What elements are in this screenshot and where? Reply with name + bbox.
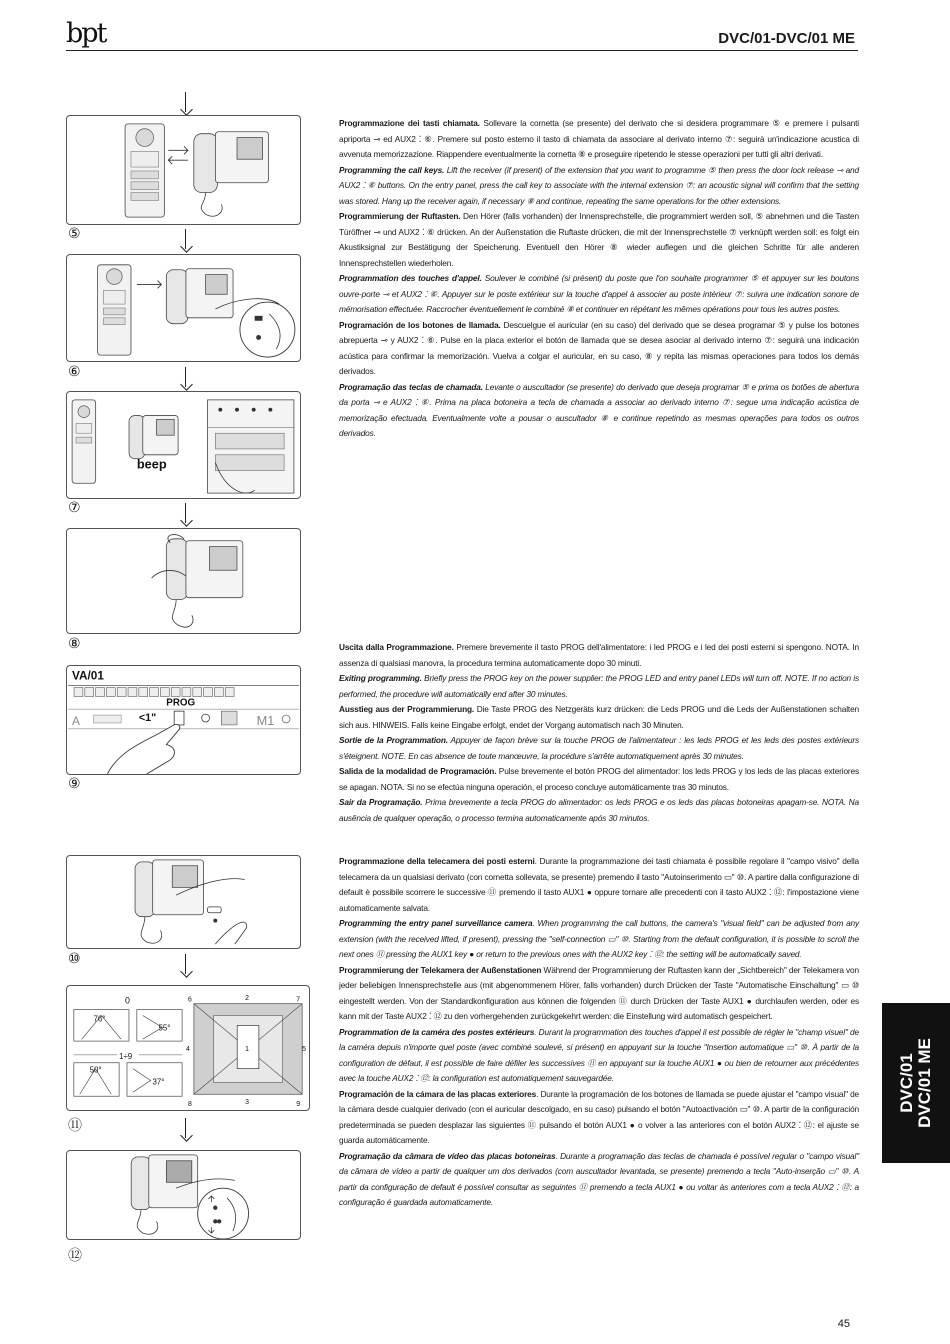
paragraph-en: Exiting programming. Briefly press the PROG key on the power supplier: the PROG LED and entry panel LEDs will turn off. NOTE. If no action is performed, the procedure will automatically end after 30 minutes. (339, 673, 859, 699)
section-call-key-programming (339, 116, 859, 442)
grid-label-4: 4 (186, 1045, 190, 1053)
paragraph-it: Programmazione della telecamera dei posti esterni. Durante la programmazione dei tasti chiamata è possibile regolare il "campo visivo" della telecamera da un qualsiasi derivato (con cornetta sollevata, se presente) premendo il tasto "Autoinserimento ▭" ⑩. A partire dalla configurazione di default è possibile scorrere le successive ⑪ premendo il tasto AUX1 ● oppure tornare alle precedenti con il tasto AUX2 ⁚ ⑫: l'impostazione viene automaticamente salvata. (339, 856, 859, 913)
prog-label: PROG (166, 697, 196, 709)
model-code: DVC/01-DVC/01 ME (718, 30, 855, 47)
paragraph-pt: Sair da Programação. Prima brevemente a tecla PROG do alimentador: os leds PROG e os leds das placas botoneiras apagam-se. NOTA. Na ausência de qualquer operação, o processo termina automaticamente após 30 minutos. (339, 797, 859, 823)
paragraph-fr: Sortie de la Programmation. Appuyer de façon brève sur la touche PROG de l'alimentateur : les leds PROG et les leds des postes extérieurs s'éteignent. NOTE. En cas absence de toute manœuvre, la procédure s'arrête automatiquement après 30 minutes. (339, 735, 859, 761)
grid-label-5: 5 (302, 1045, 306, 1053)
down-arrow-icon (180, 367, 192, 389)
step-number-6: ⑥ (68, 364, 81, 380)
paragraph-pt: Programação da câmara de vídeo das placas botoneiras. Durante a programação das teclas de chamada é possível regular o "campo visual" da câmara de vídeo a partir de qualquer um dos derivados (com auscultador levantada, se presente) premendo a tecla "Auto-inserção ▭" ⑩. A partir da configuração de default é possível consultar as seguintes ⑪ premendo a tecla AUX1 ● ou voltar às anteriores com a tecla AUX2 ⁚ ⑫: a configuração é guardada automaticamente. (339, 1150, 859, 1207)
svg-text:A: A (72, 714, 80, 728)
paragraph-de: Ausstieg aus der Programmierung. Die Taste PROG des Netzgeräts kurz drücken: die Leds PROG und die Leds der Außenstationen schalten sich aus. HINWEIS. Falls keine Eingabe erfolgt, endet der Vorgang automatisch nach 30 Minuten. (339, 704, 859, 730)
paragraph-it: Uscita dalla Programmazione. Premere brevemente il tasto PROG dell'alimentatore: i led PROG e i led dei posti esterni si spengono. NOTA. In assenza di qualsiasi manovra, la procedura termina automaticamente dopo 30 minuti. (339, 642, 859, 668)
figure-step-11 (66, 985, 310, 1111)
figure-step-7 (66, 391, 301, 499)
paragraph-fr: Programmation de la caméra des postes extérieurs. Durant la programmation des touches d'appel il est possible de régler le "champ visuel" de la caméra depuis n'importe quel poste (avec combiné soulevé, si présent) en appuyant sur la touche "Insertion automatique ▭" ⑩. À partir de la configuration de défaut, il est possible de faire défiler les successives ⑪ en appuyant sur la touche AUX1 ● ou bien de retourner aux précédentes avec la touche AUX2 ⁚ ⑫: la configuration est automatiquement sauvegardée. (339, 1026, 859, 1083)
paragraph-en: Programming the entry panel surveillance camera. When programming the call buttons, the camera's "visual field" can be adjusted from any extension (with the received lifted, if present), pressing the "self-connection ▭" ⑩. Starting from the default configuration, it is possible to scroll the next ones ⑪ pressing the AUX1 key ● or return to the previous ones with the AUX2 key ⁚ ⑫: the setting will be automatically saved. (339, 918, 859, 959)
step-number-5: ⑤ (68, 226, 81, 242)
side-tab-line-2: DVC/01 ME (915, 1038, 934, 1128)
grid-label-8: 8 (188, 1101, 192, 1109)
side-tab (882, 1003, 950, 1163)
m1-label: M1 (256, 712, 275, 728)
figure-step-5 (66, 115, 301, 225)
section-exit-programming (339, 640, 859, 826)
paragraph-pt: Programação das teclas de chamada. Levante o auscultador (se presente) do derivado que deseja programar ⑤ e prima os botões de abertura da porta ⊸ e AUX2 ⁚ ⑥. Prima na placa botoneira a tecla de chamada a associar ao derivado interno ⑦: segue uma indicação acústica de memorização efectuada. Eventualmente volte a pousar o auscultador ⑧ e continue repetindo as mesmas operações para todos os outros derivados. (339, 381, 859, 438)
side-tab-line-1: DVC/01 (897, 1053, 916, 1113)
side-tab-text (898, 1038, 934, 1128)
self-connection-illustration (67, 856, 300, 948)
step-number-12: ⑫ (68, 1248, 82, 1264)
press-time-label: <1" (138, 711, 157, 724)
paragraph-es: Salida de la modalidad de Programación. Pulse brevemente el botón PROG del alimentador: los leds PROG y los leds de las placas exteriores se apagan. NOTA. Si no se efectúa ninguna operación, el proceso concluye automáticamente tras 30 minutos. (339, 766, 860, 792)
va01-label: VA/01 (72, 669, 104, 683)
aux-buttons-illustration (67, 1151, 300, 1239)
prog-button-illustration (67, 666, 300, 774)
hang-up-illustration (67, 529, 300, 633)
step-number-8: ⑧ (68, 636, 81, 652)
page-number: 45 (837, 1318, 850, 1330)
grid-label-9: 9 (296, 1101, 301, 1109)
paragraph-it: Programmazione dei tasti chiamata. Sollevare la cornetta (se presente) del derivato che si desidera programmare ⑤ e premere i pulsanti apriporta ⊸ ed AUX2 ⁚ ⑥. Premere sul posto esterno il tasto di chiamata da associare al derivato interno ⑦: seguirà un'indicazione acustica di avvenuta memorizzazione. Riappendere eventualmente la cornetta ⑧ e proseguire ripetendo le stesse operazioni per tutti gli altri derivati. (339, 118, 859, 159)
figure-step-10 (66, 855, 301, 949)
step-number-10: ⑩ (68, 951, 81, 967)
down-arrow-icon (180, 1118, 192, 1140)
brand-logo: bpt (66, 18, 106, 49)
figure-step-8 (66, 528, 301, 634)
figure-step-12 (66, 1150, 301, 1240)
angle-37-label: 37° (152, 1077, 165, 1087)
grid-label-6: 6 (188, 996, 192, 1004)
figure-step-6 (66, 254, 301, 362)
step-number-11: ⑪ (68, 1118, 82, 1134)
press-buttons-illustration (67, 255, 300, 361)
handset-lift-illustration (67, 116, 300, 224)
angle-55-label: 55° (158, 1023, 171, 1033)
grid-label-2: 2 (245, 994, 249, 1002)
header-rule (66, 50, 858, 51)
angle-top-label: 0 (125, 995, 130, 1006)
down-arrow-icon (180, 92, 192, 114)
angle-76-label: 76° (93, 1014, 106, 1024)
down-arrow-icon (180, 503, 192, 525)
camera-field-diagram (67, 986, 309, 1110)
grid-label-1: 1 (245, 1045, 249, 1053)
angle-range-label: 1÷9 (119, 1051, 133, 1061)
paragraph-de: Programmierung der Ruftasten. Den Hörer (falls vorhanden) der Innensprechstelle, die programmiert werden soll, ⑤ abnehmen und die Tasten Türöffner ⊸ und AUX2 ⁚ ⑥ drücken. An der Außenstation die Ruftaste drücken, die mit der Innensprechstelle ⑦ verknüpft werden soll: es folgt ein Akustiksignal zur Bestätigung der Speicherung. Eventuell den Hörer ⑧ wieder auflegen und die gleichen Schritte für alle anderen Innensprechstellen wiederholen. (339, 211, 859, 268)
down-arrow-icon (180, 954, 192, 976)
paragraph-de: Programmierung der Telekamera der Außenstationen Während der Programmierung der Ruftasten kann der „Sichtbereich" der Telekamera von jeder beliebigen Innensprechstelle aus (mit abgenommenem Hörer, falls vorhanden) durch Drücken der Taste "Automatische Einschaltung" ▭ ⑩ eingestellt werden. Von der Standardkonfiguration aus können die folgenden ⑪ durch Drücken der Taste AUX1 ● durchlaufen werden, oder es kann mit der Taste AUX2 ⁚ ⑫ zu den vorhergehenden zurückgekehrt werden: die Einstellung wird automatisch gespeichert. (339, 964, 859, 1021)
down-arrow-icon (180, 229, 192, 251)
paragraph-en: Programming the call keys. Lift the receiver (if present) of the extension that you want to programme ⑤ then press the door lock release ⊸ and AUX2 ⁚ ⑥ buttons. On the entry panel, press the call key to associate with the internal extension ⑦: an acoustic signal will confirm that the setting was stored. Hang up the receiver again, if necessary ⑧ and continue, repeating the same operations for the other extensions. (339, 164, 859, 206)
section-camera-programming (339, 854, 859, 1211)
paragraph-es: Programación de la cámara de las placas exteriores. Durante la programación de los botones de llamada se puede ajustar el "campo visual" de la cámara desde cualquier derivado (con el auricular descolgado, en su caso) pulsando el botón "Autoactivación ▭" ⑩. A partir de la configuración predeterminada se pueden desplazar las siguientes ⑪ pulsando el botón AUX1 ● o volver a las anteriores con el botón AUX2 ⁚ ⑫: el ajuste se guarda automáticamente. (339, 1088, 860, 1145)
beep-label: beep (136, 456, 167, 472)
grid-label-7: 7 (296, 996, 301, 1004)
paragraph-fr: Programmation des touches d'appel. Soulever le combiné (si présent) du poste que l'on souhaite programmer ⑤ et appuyer sur les boutons ouvre-porte ⊸ et AUX2 ⁚ ⑥. Appuyer sur le poste extérieur sur la touche d'appel à associer au poste intérieur ⑦: suivra une indication sonore de mémorisation effectuée. Raccrocher éventuellement le combiné ⑧ et continuer en répétant les mêmes opérations pour tous les autres postes. (339, 273, 859, 314)
figure-step-9 (66, 665, 301, 775)
paragraph-es: Programación de los botones de llamada. Descuelgue el auricular (en su caso) del derivado que se desea programar ⑤ y pulse los botones abrepuerta ⊸ y AUX2 ⁚ ⑥. Pulse en la placa exterior el botón de llamada que se desea asociar al derivado interno ⑦: seguirá una indicación acústica para confirmar la memorización. Vuelva a colgar el auricular, en su caso, ⑧ y repita las mismas operaciones para todos los demás derivados. (339, 319, 859, 376)
grid-label-3: 3 (245, 1099, 249, 1107)
angle-50-label: 50° (89, 1065, 102, 1075)
step-number-9: ⑨ (68, 776, 81, 792)
call-key-illustration (67, 392, 300, 498)
step-number-7: ⑦ (68, 500, 81, 516)
